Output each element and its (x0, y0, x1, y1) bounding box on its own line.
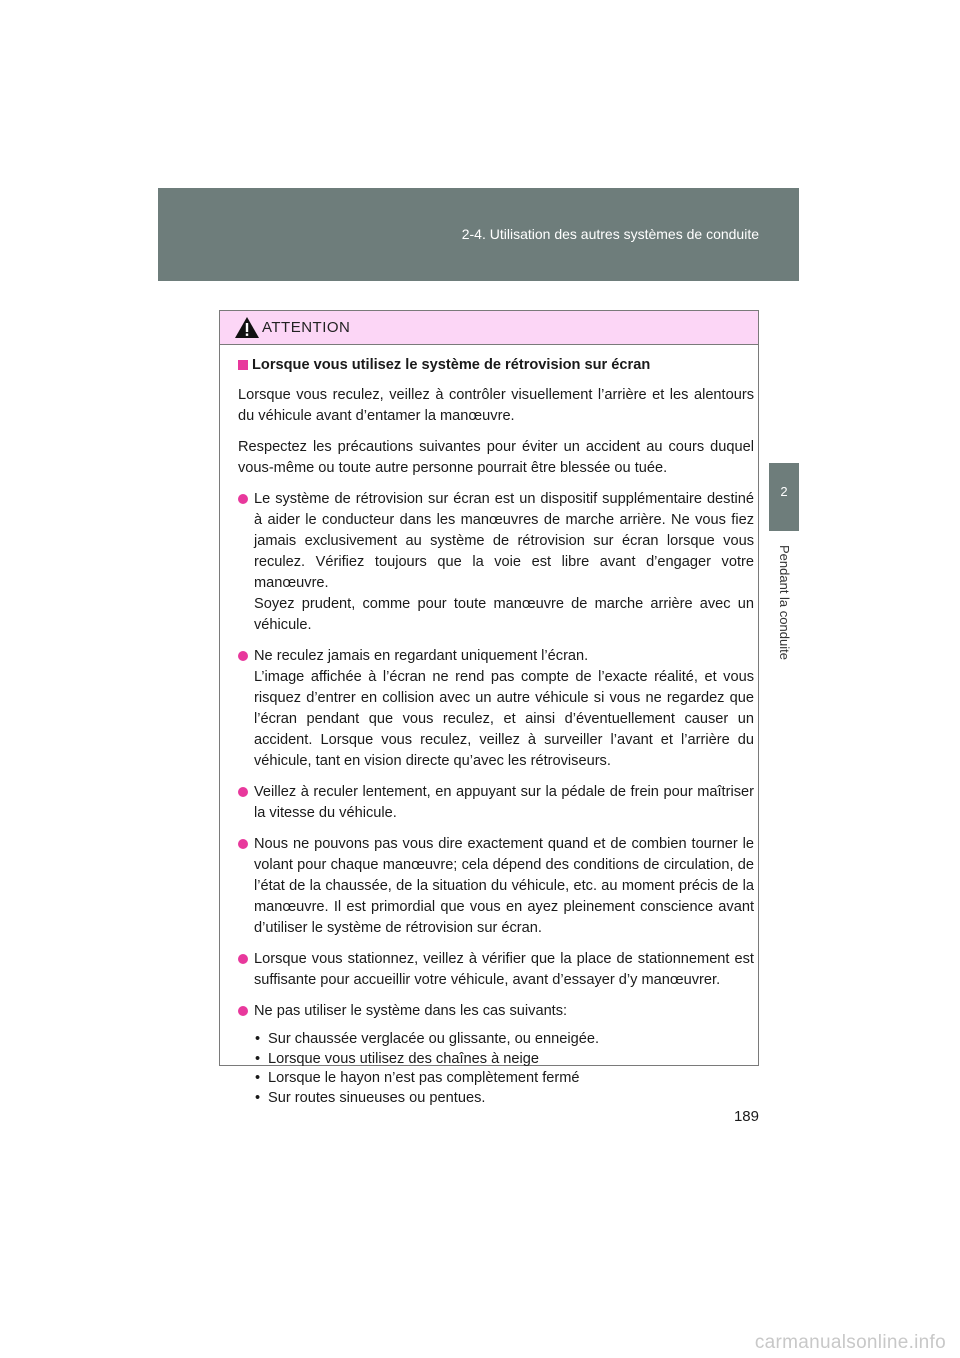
dot-bullet-icon (238, 954, 248, 964)
list-item (238, 949, 754, 991)
section-title: 2-4. Utilisation des autres systèmes de conduite (461, 226, 759, 242)
dot-bullet-icon (238, 494, 248, 504)
bullet-text: Soyez prudent, comme pour toute manœuvre de marche arrière avec un véhicule. (254, 596, 754, 633)
case-item (238, 1030, 754, 1050)
warning-body (238, 355, 754, 1108)
bullet-text: L’image affichée à l’écran ne rend pas compte de l’exacte réalité, et vous risquez d’entrer en collision avec un autre véhicule si vous ne regardez que l’écran pendant que vous reculez, et ainsi d’éventuellement causer un accident. Lorsque vous reculez, veillez à surveiller l’avant et l’arrière du véhicule, tant en vision directe qu’avec les rétroviseurs. (254, 669, 754, 769)
chapter-number: 2 (780, 484, 788, 499)
case-item (238, 1050, 754, 1070)
warning-header (220, 311, 758, 345)
dot-bullet-icon (238, 651, 248, 661)
list-item (238, 489, 754, 636)
dot-bullet-icon (238, 1006, 248, 1016)
subheading-text: Lorsque vous utilisez le système de rétrovision sur écran (252, 357, 651, 373)
precautions-paragraph: Respectez les précautions suivantes pour éviter un accident au cours duquel vous-même ou toute autre personne pourrait être blessée ou tuée. (238, 439, 754, 476)
list-item (238, 1001, 754, 1022)
square-bullet-icon (238, 360, 248, 370)
list-item (238, 834, 754, 939)
intro-paragraph: Lorsque vous reculez, veillez à contrôler visuellement l’arrière et les alentours du véhicule avant d’entamer la manœuvre. (238, 387, 754, 424)
warning-box (219, 310, 759, 1106)
warning-subheading (238, 355, 754, 376)
bullet-text: Ne pas utiliser le système dans les cas suivants: (254, 1003, 568, 1019)
chapter-tab (769, 463, 799, 531)
watermark: carmanualsonline.info (754, 1332, 946, 1353)
dot-bullet-icon (238, 787, 248, 797)
list-item (238, 782, 754, 824)
chapter-label: Pendant la conduite (777, 545, 792, 660)
case-item (238, 1069, 754, 1089)
warning-triangle-icon (234, 316, 260, 339)
case-text: Sur routes sinueuses ou pentues. (268, 1089, 486, 1106)
header-band (158, 188, 799, 281)
case-text: Lorsque le hayon n’est pas complètement fermé (268, 1070, 580, 1086)
case-text: Lorsque vous utilisez des chaînes à neige (268, 1050, 539, 1067)
bullet-text: Nous ne pouvons pas vous dire exactement quand et de combien tourner le volant pour chaque manœuvre; cela dépend des conditions de circulation, de l’état de la chaussée, de la situation du véhicule, etc. au moment précis de la manœuvre. Il est primordial que vous en ayez pleinement conscience avant d’utiliser le système de rétrovision sur écran. (254, 836, 754, 936)
page-number: 189 (733, 1108, 759, 1125)
dot-bullet-icon (238, 839, 248, 849)
warning-title: ATTENTION (262, 319, 351, 336)
case-text: Sur chaussée verglacée ou glissante, ou enneigée. (268, 1031, 600, 1047)
case-item (238, 1089, 754, 1109)
bullet-text: Veillez à reculer lentement, en appuyant sur la pédale de frein pour maîtriser la vitesse du véhicule. (254, 784, 754, 821)
list-item (238, 646, 754, 772)
bullet-text: Lorsque vous stationnez, veillez à vérifier que la place de stationnement est suffisante pour accueillir votre véhicule, avant d’essayer d’y manœuvrer. (254, 951, 754, 988)
cases-list (238, 1030, 754, 1108)
bullet-text: Ne reculez jamais en regardant uniquement l’écran. (254, 648, 589, 664)
bullet-text: Le système de rétrovision sur écran est un dispositif supplémentaire destiné à aider le conducteur dans les manœuvres de marche arrière. Ne vous fiez jamais exclusivement au système de rétrovision sur écran lorsque vous reculez. Vérifiez toujours que la voie est libre avant d’engager votre manœuvre. (254, 491, 754, 591)
